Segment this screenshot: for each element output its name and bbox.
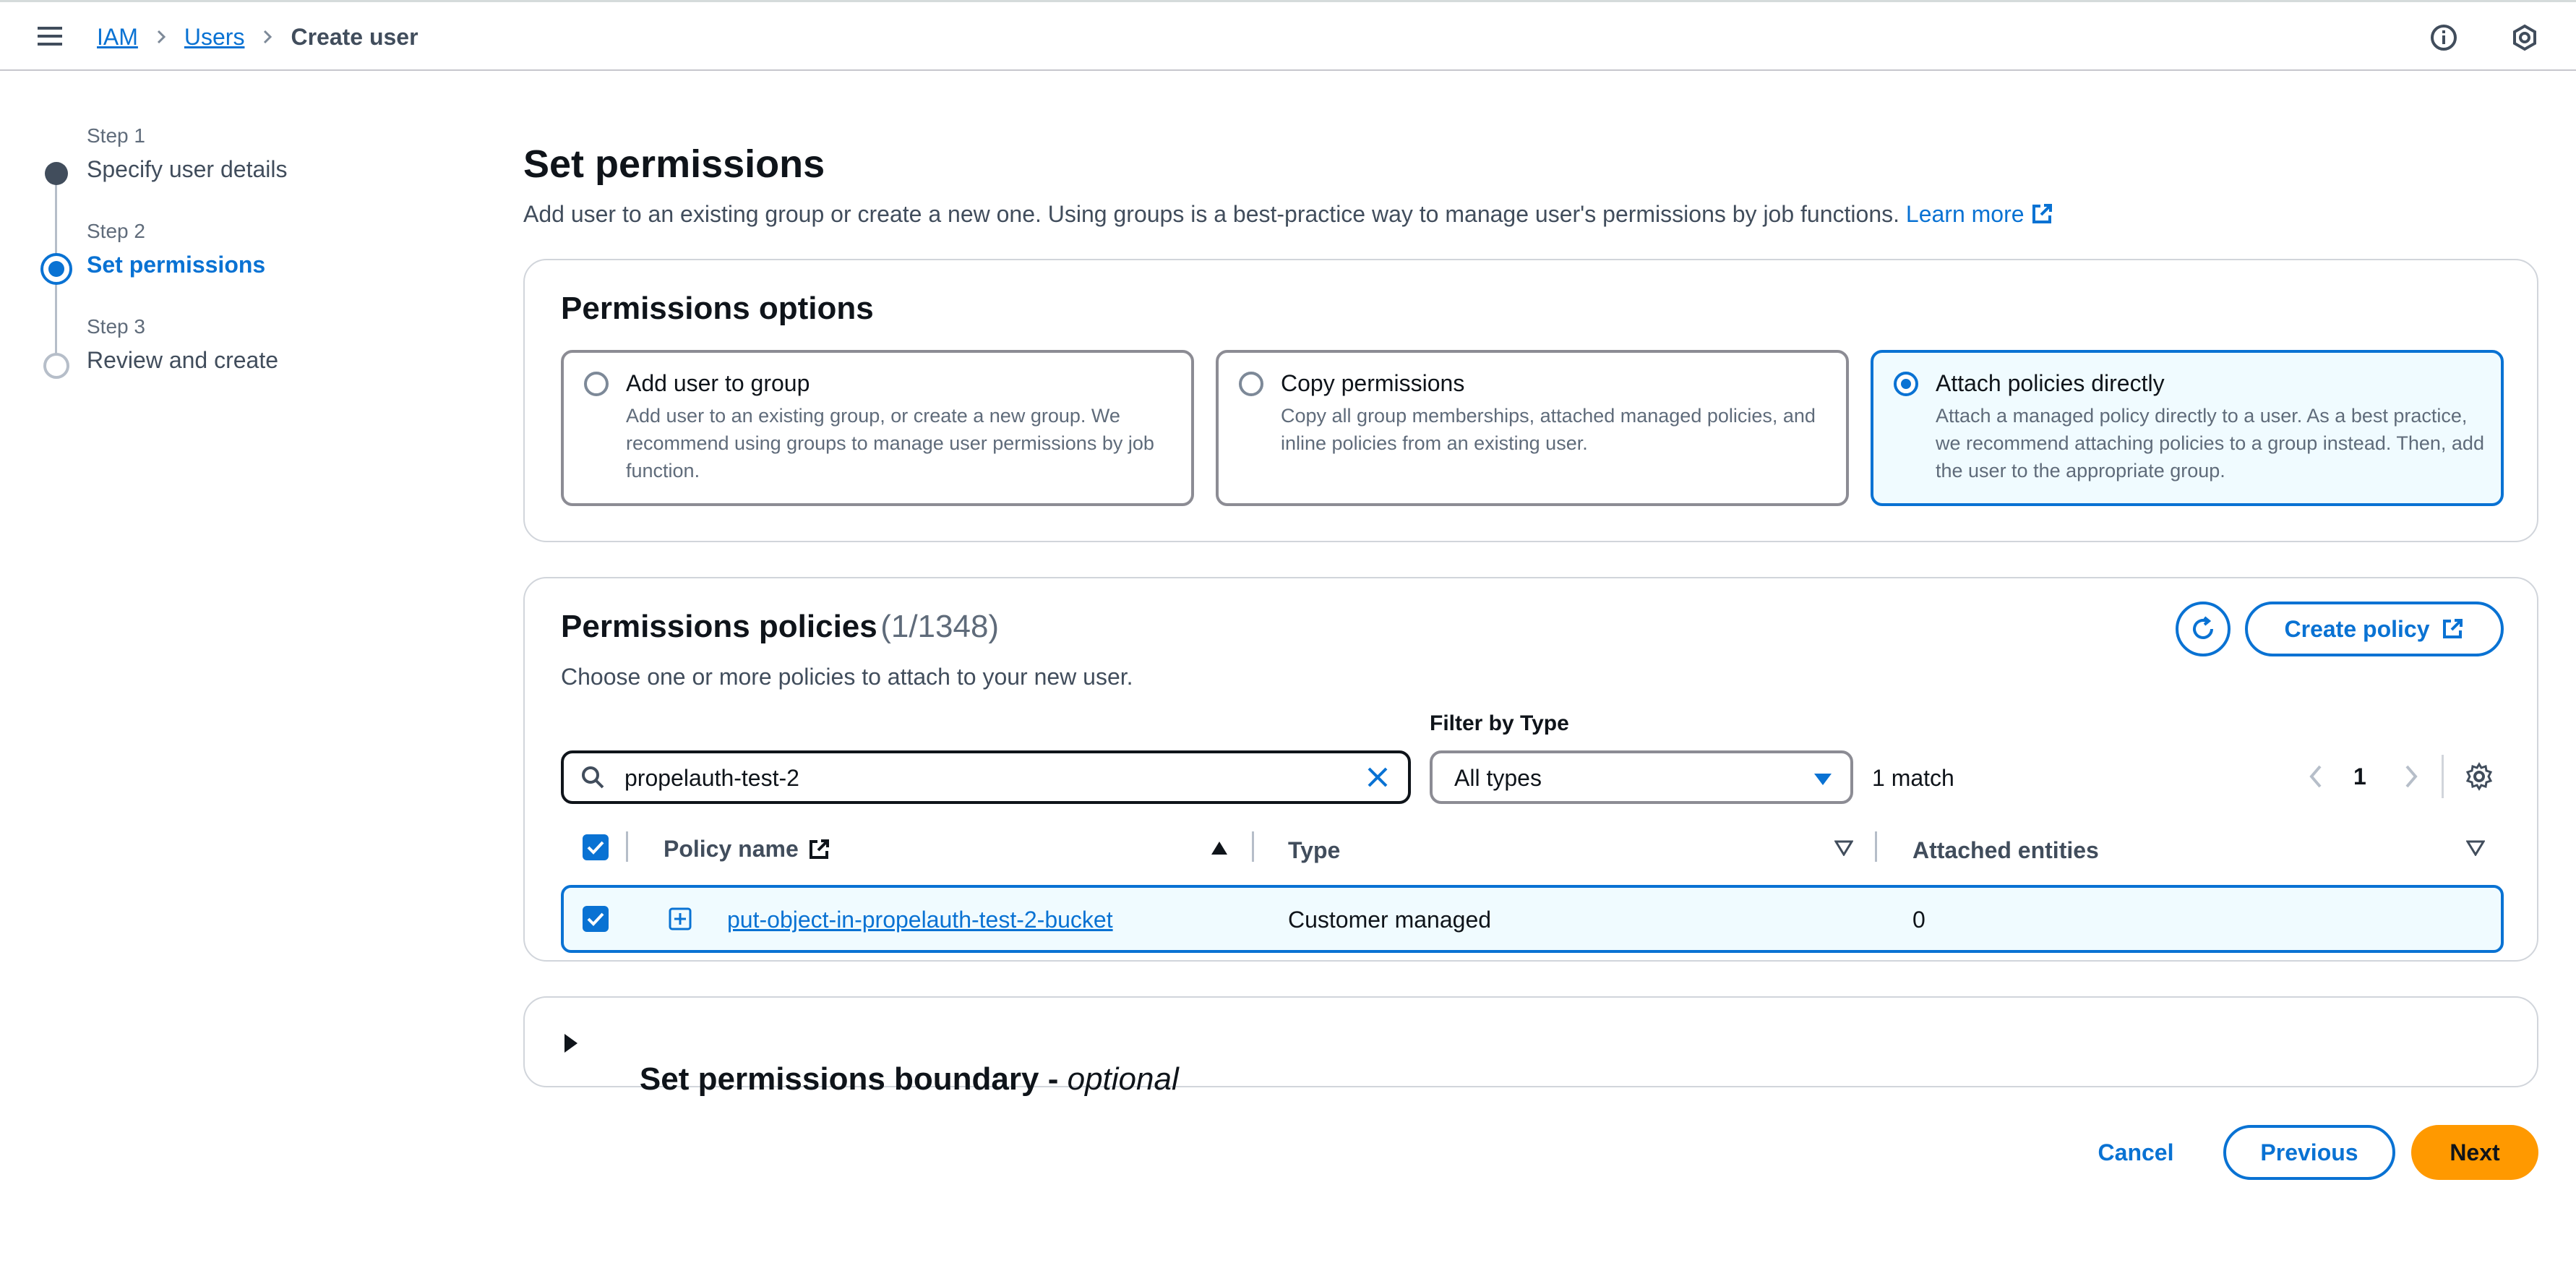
column-divider	[1252, 831, 1254, 862]
wizard-steps	[0, 116, 434, 390]
row-checkbox[interactable]	[583, 906, 609, 932]
refresh-button[interactable]	[2176, 602, 2231, 656]
policy-search-input[interactable]	[561, 750, 1411, 804]
permissions-options-container	[523, 259, 2538, 542]
cancel-button[interactable]: Cancel	[2098, 1139, 2174, 1165]
option-description: Attach a managed policy directly to a user. As a best practice, we recommend attaching policies to a group instead. Then, add the user to the appropriate group.	[1936, 405, 2484, 482]
step-1-title[interactable]: Specify user details	[87, 156, 288, 182]
column-divider	[1875, 831, 1877, 862]
filter-type-value: All types	[1454, 765, 1542, 791]
boundary-title-text: Set permissions boundary -	[639, 1061, 1068, 1097]
boundary-optional-text: optional	[1067, 1061, 1179, 1097]
filter-by-type-label: Filter by Type	[1430, 711, 1569, 735]
caret-down-icon	[1813, 772, 1833, 787]
option-title: Add user to group	[626, 370, 810, 396]
page-number[interactable]: 1	[2353, 763, 2366, 789]
sort-ascending-icon[interactable]	[1210, 840, 1229, 856]
radio-attach-policies-directly[interactable]	[1894, 372, 1918, 396]
step-1-label: Step 1	[87, 124, 145, 147]
top-navigation-bar	[0, 0, 2576, 71]
external-link-icon	[2030, 202, 2053, 226]
search-icon	[580, 764, 606, 790]
next-button[interactable]: Next	[2411, 1125, 2538, 1180]
column-divider	[626, 831, 628, 862]
step-3-dot	[43, 353, 69, 379]
create-policy-button[interactable]	[2245, 602, 2504, 656]
policies-count: (1/1348)	[880, 609, 1000, 644]
expand-icon[interactable]	[668, 907, 692, 931]
option-copy-permissions[interactable]	[1216, 350, 1849, 506]
menu-icon[interactable]	[38, 26, 62, 46]
page-description	[523, 201, 2053, 228]
page-description-text: Add user to an existing group or create a new one. Using groups is a best-practice way to manage user's permissions by job functions.	[523, 201, 1899, 227]
step-2-dot-inner	[48, 261, 64, 277]
option-attach-policies-directly[interactable]	[1871, 350, 2504, 506]
boundary-title	[604, 1025, 1179, 1134]
refresh-icon	[2189, 615, 2217, 643]
learn-more-link[interactable]	[1906, 201, 2054, 227]
step-1-dot	[45, 162, 68, 185]
permissions-options-title: Permissions options	[561, 291, 874, 326]
column-header-attached-entities[interactable]: Attached entities	[1912, 837, 2099, 863]
radio-add-user-to-group[interactable]	[584, 372, 609, 396]
chevron-right-icon[interactable]	[2403, 763, 2420, 789]
clear-icon[interactable]	[1365, 764, 1391, 790]
page-title: Set permissions	[523, 142, 825, 186]
option-add-user-to-group[interactable]	[561, 350, 1194, 506]
radio-copy-permissions[interactable]	[1239, 372, 1263, 396]
option-description: Add user to an existing group, or create a new group. We recommend using groups to manage user permissions by job function.	[626, 405, 1154, 482]
policy-name-link[interactable]: put-object-in-propelauth-test-2-bucket	[727, 907, 1113, 933]
external-link-icon	[807, 838, 830, 861]
chevron-right-icon	[154, 30, 168, 44]
breadcrumb-users[interactable]: Users	[184, 23, 245, 50]
gear-icon[interactable]	[2465, 762, 2494, 791]
column-header-policy-name[interactable]	[664, 836, 830, 863]
filter-type-select[interactable]	[1430, 750, 1853, 804]
column-header-type[interactable]: Type	[1288, 837, 1341, 863]
step-2-label: Step 2	[87, 220, 145, 242]
permissions-boundary-expander[interactable]	[523, 996, 2538, 1097]
checkmark-icon	[586, 911, 605, 927]
match-count: 1 match	[1872, 765, 1954, 791]
search-value: propelauth-test-2	[624, 765, 799, 791]
step-3-label: Step 3	[87, 315, 145, 338]
settings-hex-icon[interactable]	[2511, 24, 2538, 51]
checkmark-icon	[586, 839, 605, 855]
table-row[interactable]	[561, 885, 2504, 953]
create-policy-label: Create policy	[2284, 615, 2430, 642]
policy-attached-entities: 0	[1912, 907, 1925, 933]
chevron-right-icon	[260, 30, 275, 44]
breadcrumb	[97, 22, 418, 51]
breadcrumb-iam[interactable]: IAM	[97, 23, 138, 50]
policies-description: Choose one or more policies to attach to your new user.	[561, 664, 1133, 690]
breadcrumb-current: Create user	[291, 23, 418, 50]
caret-right-icon	[562, 1032, 580, 1054]
external-link-icon	[2441, 617, 2464, 641]
chevron-left-icon[interactable]	[2307, 763, 2324, 789]
option-title: Copy permissions	[1281, 370, 1465, 396]
step-2-title: Set permissions	[87, 252, 266, 278]
info-icon[interactable]	[2430, 24, 2457, 51]
option-description: Copy all group memberships, attached managed policies, and inline policies from an existing user.	[1281, 405, 1816, 454]
learn-more-label[interactable]: Learn more	[1905, 201, 2025, 227]
policies-header	[561, 609, 999, 645]
policies-title: Permissions policies	[561, 609, 877, 644]
sort-icon[interactable]	[1834, 840, 1853, 856]
step-3-title: Review and create	[87, 347, 279, 373]
policy-name-header-label: Policy name	[664, 836, 799, 862]
select-all-checkbox[interactable]	[583, 834, 609, 860]
option-title: Attach policies directly	[1936, 370, 2165, 396]
sort-icon[interactable]	[2466, 840, 2485, 856]
policy-type: Customer managed	[1288, 907, 1492, 933]
permissions-policies-container	[523, 577, 2538, 962]
previous-button[interactable]: Previous	[2223, 1125, 2395, 1180]
pagination-divider	[2442, 755, 2444, 798]
